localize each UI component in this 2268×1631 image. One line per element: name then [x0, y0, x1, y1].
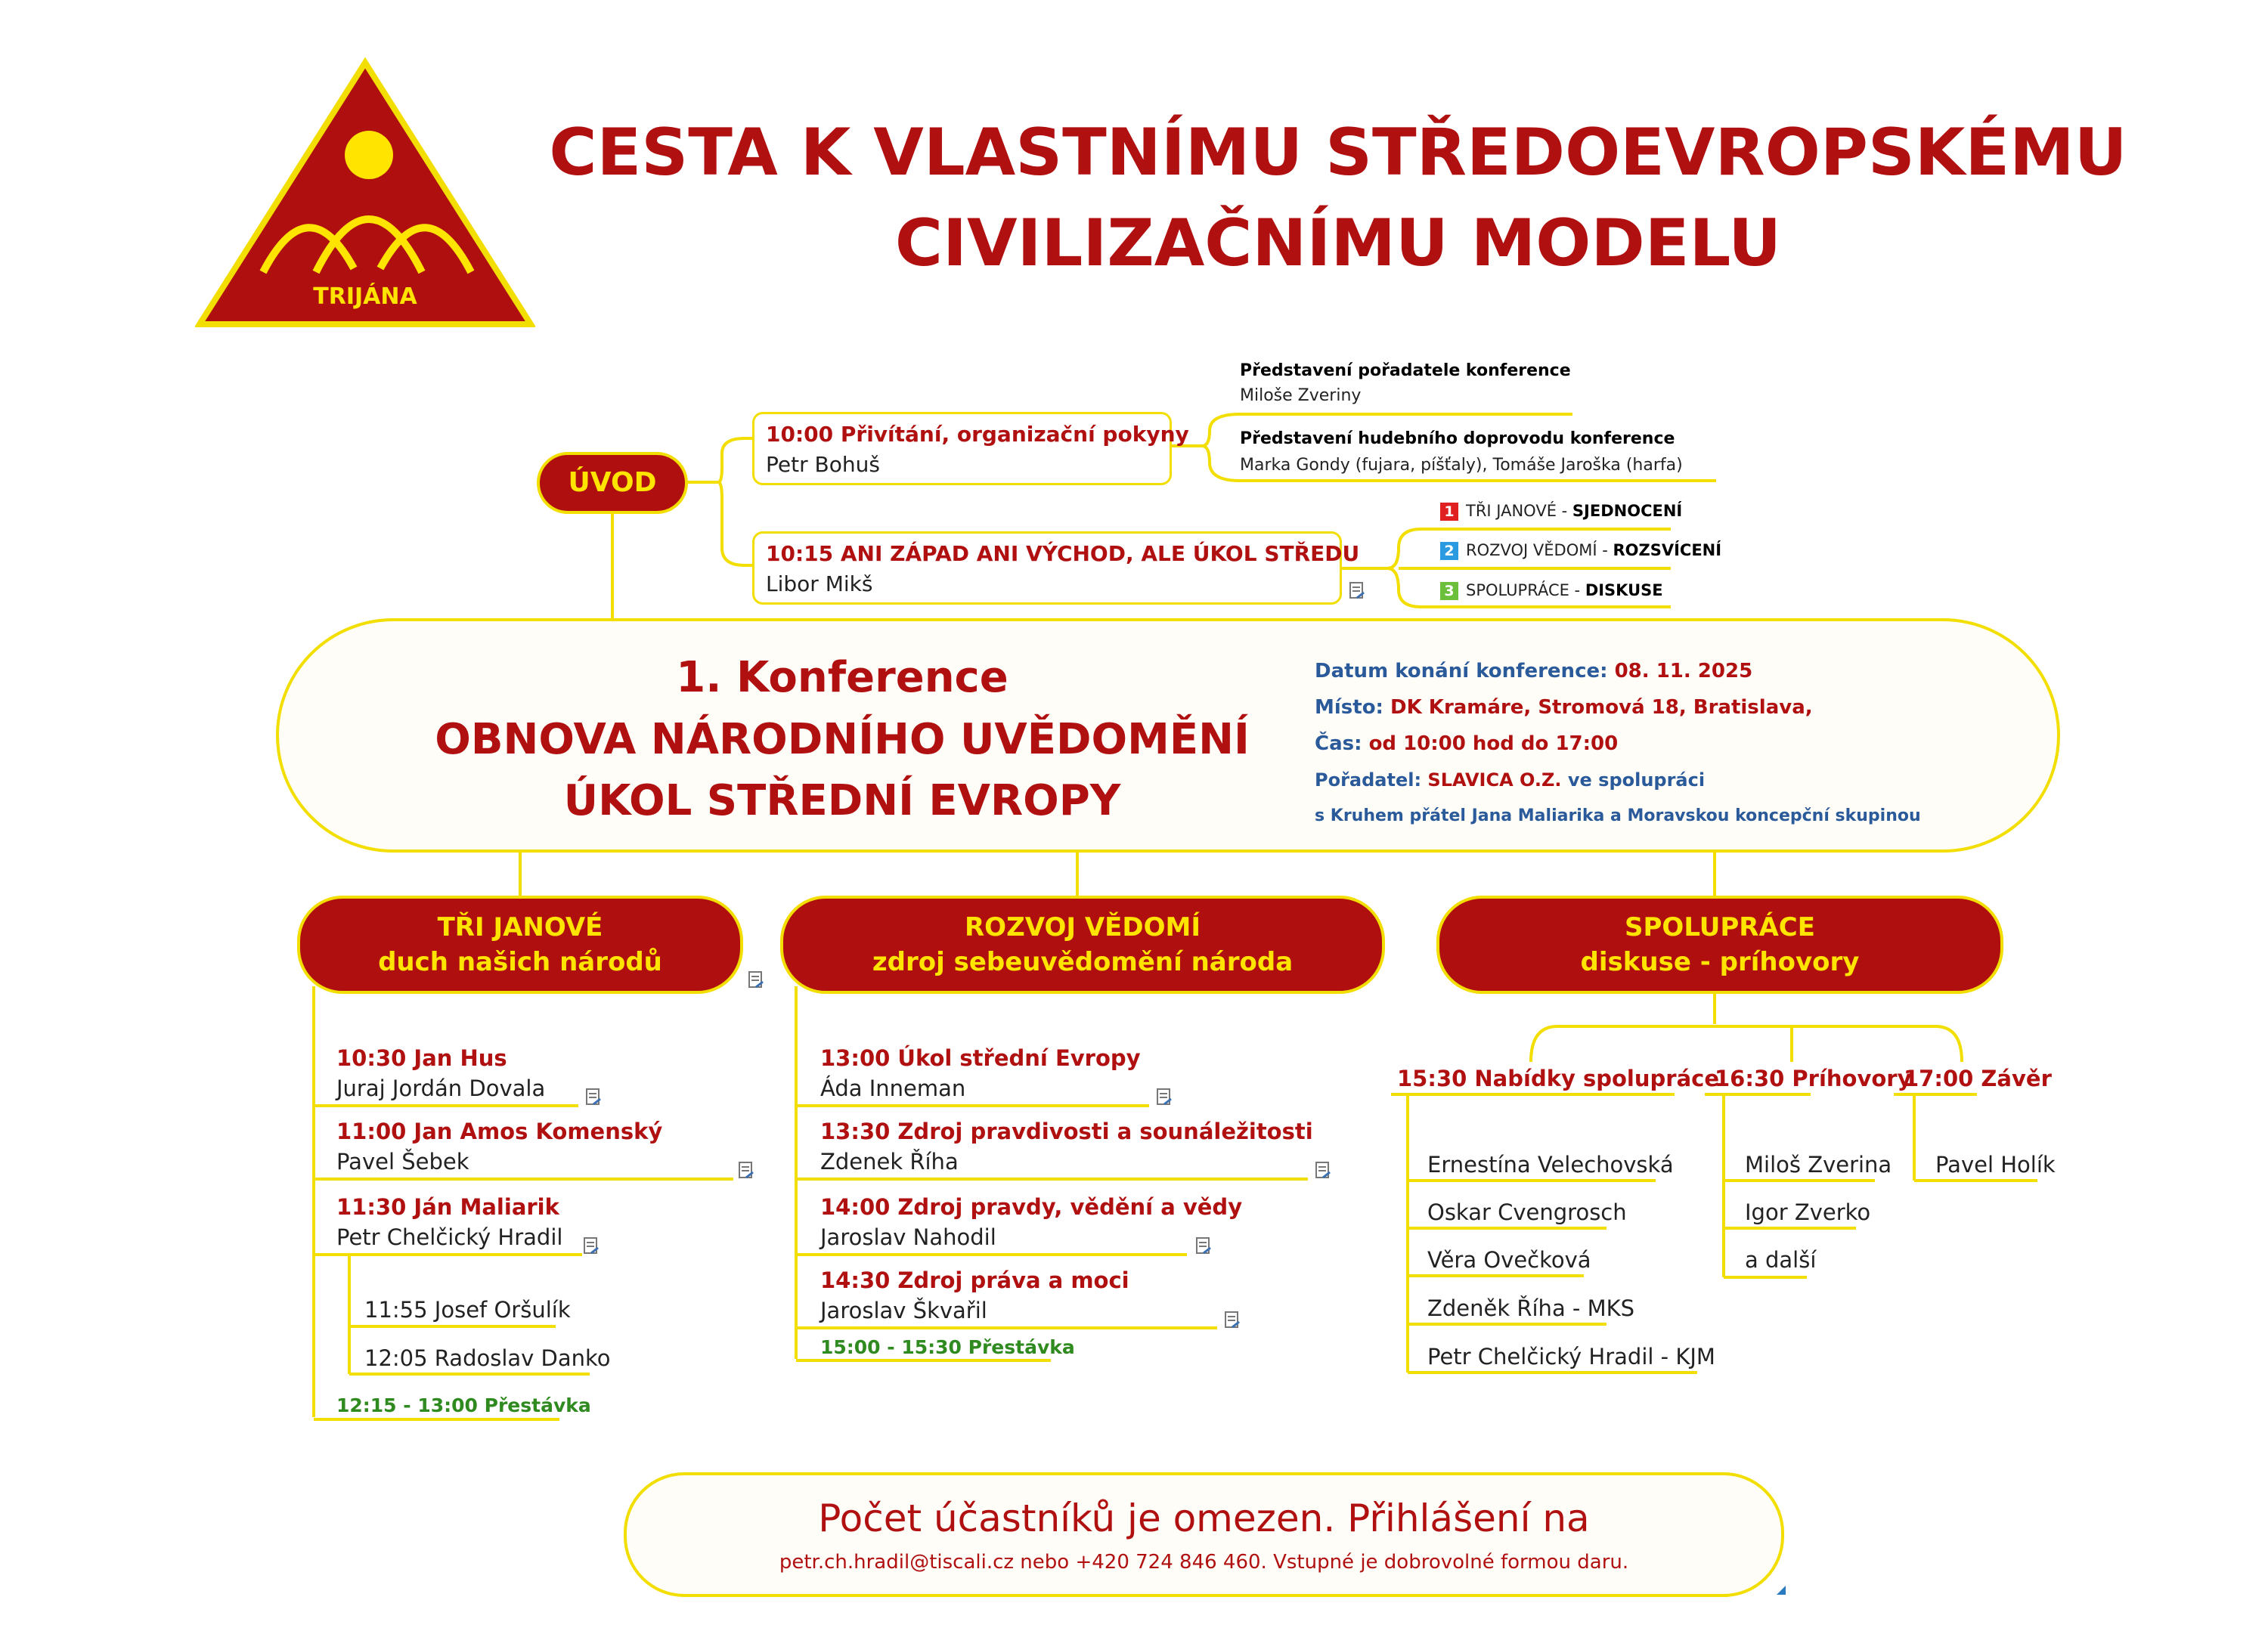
registration-footer — [624, 1472, 1784, 1597]
place-value: DK Kramáre, Stromová 18, Bratislava, — [1390, 696, 1813, 719]
spol-col1-item1: Ernestína Velechovská — [1427, 1152, 1674, 1178]
spol-col1-item5: Petr Chelčický Hradil - KJM — [1427, 1344, 1715, 1369]
branch-spol-line1: SPOLUPRÁCE — [1625, 912, 1815, 942]
branch-rozvoj-vedomi[interactable] — [780, 896, 1385, 994]
resize-corner-icon[interactable] — [1777, 1586, 1786, 1595]
spol-col1-item3: Věra Ovečková — [1427, 1247, 1591, 1273]
note-icon[interactable] — [1315, 1162, 1331, 1178]
sub2-bold: ROZSVÍCENÍ — [1613, 541, 1722, 559]
place-label: Místo: — [1315, 696, 1383, 719]
tri-item1-person: Juraj Jordán Dovala — [336, 1075, 546, 1101]
spol-col1-item2: Oskar Cvengrosch — [1427, 1199, 1627, 1225]
uvod-item1-sub1-text: Miloše Zveriny — [1240, 386, 1362, 405]
date-value: 08. 11. 2025 — [1614, 660, 1753, 682]
sub1-bold: SJEDNOCENÍ — [1572, 502, 1683, 520]
logo-label: TRIJÁNA — [313, 283, 417, 310]
rozvoj-item1-person: Áda Inneman — [820, 1075, 966, 1101]
rozvoj-item1-time: 13:00 Úkol střední Evropy — [820, 1045, 1141, 1071]
footer-line1: Počet účastníků je omezen. Přihlášení na — [818, 1496, 1590, 1540]
uvod-item2-sub3 — [1440, 581, 1663, 600]
central-topic[interactable] — [276, 618, 2060, 853]
spol-col3-item1: Pavel Holík — [1935, 1152, 2056, 1178]
branch-spol-line2: diskuse - príhovory — [1580, 947, 1860, 977]
note-icon[interactable] — [586, 1088, 601, 1105]
note-icon[interactable] — [1349, 582, 1365, 599]
branch-tri-janove[interactable] — [297, 896, 743, 994]
uvod-item2-person: Libor Mikš — [766, 571, 873, 596]
number-3-icon: 3 — [1440, 582, 1458, 600]
uvod-item1-sub1-title: Představení pořadatele konference — [1240, 361, 1571, 380]
note-icon[interactable] — [1196, 1237, 1211, 1254]
time-label: Čas: — [1315, 732, 1362, 755]
note-icon[interactable] — [748, 971, 764, 988]
uvod-item2-sub1 — [1440, 502, 1682, 521]
uvod-item1-sub2-text: Marka Gondy (fujara, píšťaly), Tomáše Jaroška (harfa) — [1240, 456, 1683, 475]
uvod-item1-box[interactable] — [752, 412, 1189, 485]
org-label: Pořadatel: — [1315, 769, 1422, 791]
footer-line2[interactable]: petr.ch.hradil@tiscali.cz nebo +420 724 846 460. Vstupné je dobrovolné formou daru. — [779, 1551, 1629, 1574]
org-value: SLAVICA O.Z. — [1427, 769, 1562, 791]
sub3-text: SPOLUPRÁCE - — [1466, 581, 1585, 599]
note-icon[interactable] — [584, 1237, 599, 1254]
branch-tri-line1: TŘI JANOVÉ — [437, 912, 603, 942]
tri-item2-person: Pavel Šebek — [336, 1149, 469, 1175]
conference-info — [1315, 653, 1988, 834]
central-line1: 1. Konference — [676, 653, 1009, 702]
with-prefix: s — [1315, 806, 1325, 825]
sub1-text: TŘI JANOVÉ - — [1466, 502, 1572, 520]
number-2-icon: 2 — [1440, 542, 1458, 560]
uvod-item2-time: 10:15 ANI ZÁPAD ANI VÝCHOD, ALE ÚKOL STŘEDU — [766, 541, 1360, 566]
page-title-line1: CESTA K VLASTNÍMU STŘEDOEVROPSKÉMU — [549, 115, 2127, 190]
tri-sub1: 11:55 Josef Oršulík — [364, 1297, 571, 1323]
tri-item1-time: 10:30 Jan Hus — [336, 1045, 507, 1071]
rozvoj-item2-time: 13:30 Zdroj pravdivosti a sounáležitosti — [820, 1119, 1313, 1144]
rozvoj-item3-person: Jaroslav Nahodil — [820, 1224, 996, 1250]
central-line3: ÚKOL STŘEDNÍ EVROPY — [563, 776, 1121, 825]
sub2-text: ROZVOJ VĚDOMÍ - — [1466, 541, 1613, 559]
uvod-item2-sub2 — [1440, 541, 1721, 560]
central-line2: OBNOVA NÁRODNÍHO UVĚDOMĚNÍ — [435, 715, 1250, 764]
note-icon[interactable] — [739, 1162, 754, 1178]
tri-item2-time: 11:00 Jan Amos Komenský — [336, 1119, 663, 1144]
tri-item3-time: 11:30 Ján Maliarik — [336, 1194, 559, 1220]
spol-col1-item4: Zdeněk Říha - MKS — [1427, 1295, 1635, 1321]
uvod-label: ÚVOD — [568, 467, 657, 498]
spol-col3-head: 17:00 Závěr — [1904, 1066, 2052, 1091]
uvod-item1-time: 10:00 Přivítání, organizační pokyny — [766, 422, 1189, 447]
uvod-item2-box[interactable] — [752, 531, 1360, 605]
branch-tri-line2: duch našich národů — [378, 947, 662, 977]
tri-item3-person: Petr Chelčický Hradil — [336, 1224, 563, 1250]
rozvoj-item2-person: Zdenek Říha — [820, 1149, 959, 1175]
note-icon[interactable] — [1225, 1311, 1240, 1328]
date-label: Datum konání konference: — [1315, 660, 1608, 682]
spol-col2-item2: Igor Zverko — [1745, 1199, 1871, 1225]
branch-rozvoj-line2: zdroj sebeuvědomění národa — [872, 947, 1294, 977]
page-title-line2: CIVILIZAČNÍMU MODELU — [894, 206, 1782, 281]
time-value: od 10:00 hod do 17:00 — [1368, 732, 1619, 755]
branch-rozvoj-line1: ROZVOJ VĚDOMÍ — [965, 912, 1201, 942]
branch-spoluprace[interactable] — [1436, 896, 2003, 994]
rozvoj-item4-time: 14:30 Zdroj práva a moci — [820, 1267, 1129, 1293]
spol-col2-head: 16:30 Príhovory — [1715, 1066, 1912, 1091]
number-1-icon: 1 — [1440, 503, 1458, 521]
uvod-item1-sub2-title: Představení hudebního doprovodu konference — [1240, 429, 1675, 448]
org-suffix: ve spolupráci — [1567, 769, 1706, 791]
uvod-item1-person: Petr Bohuš — [766, 452, 880, 477]
spol-col2-item1: Miloš Zverina — [1745, 1152, 1892, 1178]
rozvoj-item3-time: 14:00 Zdroj pravdy, vědění a vědy — [820, 1194, 1243, 1220]
tri-break: 12:15 - 13:00 Přestávka — [336, 1394, 591, 1416]
with-value: Kruhem přátel Jana Maliarika a Moravskou koncepční skupinou — [1330, 806, 1921, 825]
tri-sub2: 12:05 Radoslav Danko — [364, 1345, 611, 1371]
rozvoj-break: 15:00 - 15:30 Přestávka — [820, 1336, 1075, 1358]
spol-col1-head: 15:30 Nabídky spolupráce — [1397, 1066, 1720, 1091]
rozvoj-item4-person: Jaroslav Škvařil — [820, 1298, 987, 1323]
sub3-bold: DISKUSE — [1585, 581, 1663, 599]
uvod-node[interactable] — [537, 452, 688, 514]
spol-col2-item3: a další — [1745, 1247, 1817, 1273]
note-icon[interactable] — [1157, 1088, 1172, 1105]
trijana-logo — [195, 57, 535, 330]
